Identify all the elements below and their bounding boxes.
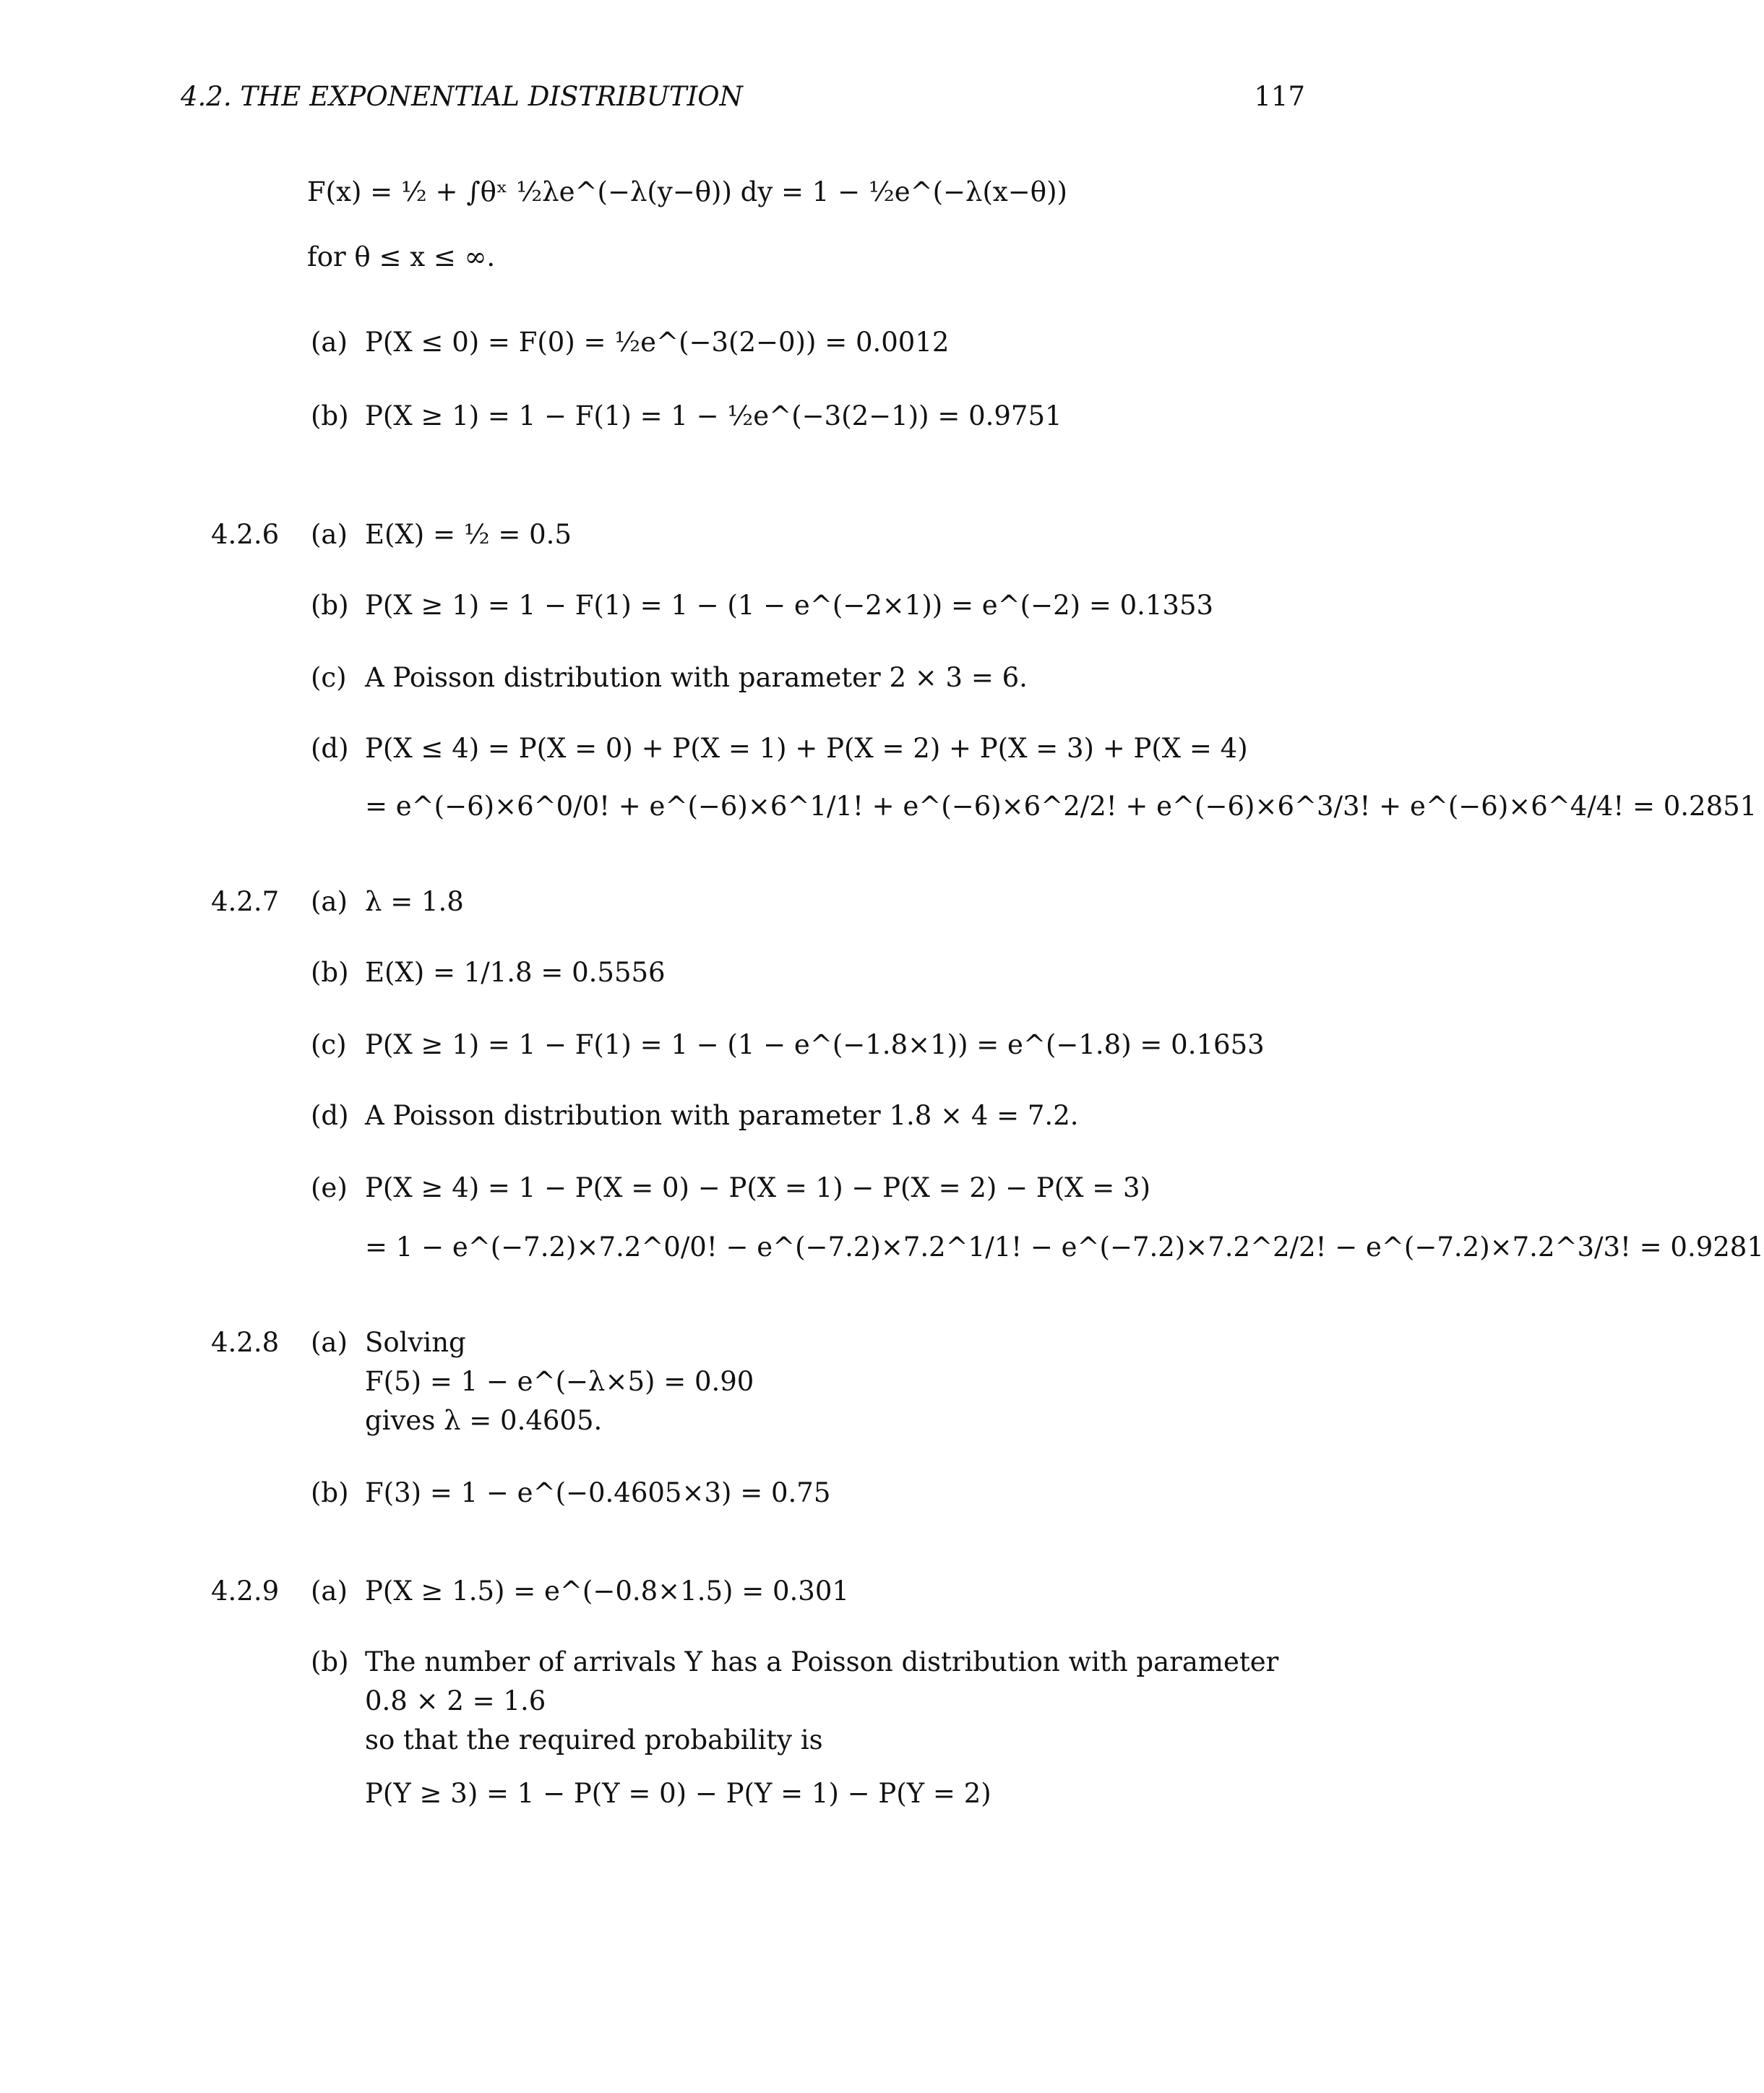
part-label: (c) [311,662,347,693]
part-label: (a) [311,1327,348,1358]
part-text: P(X ≥ 1) = 1 − F(1) = 1 − (1 − e^(−1.8×1)) = e^(−1.8) = 0.1653 [365,1029,1265,1060]
part-text: A Poisson distribution with parameter 1.8 × 4 = 7.2. [365,1100,1079,1131]
part-label: (b) [311,957,349,988]
problem-number: 4.2.6 [211,519,280,550]
part-label: (b) [311,1646,349,1677]
part-label: (b) [311,400,349,431]
part-text: P(X ≤ 0) = F(0) = ½e^(−3(2−0)) = 0.0012 [365,327,950,358]
part-continuation: = e^(−6)×6^0/0! + e^(−6)×6^1/1! + e^(−6)×6^2/2! + e^(−6)×6^3/3! + e^(−6)×6^4/4! = 0.2851 [365,791,1757,822]
running-header: 4.2. THE EXPONENTIAL DISTRIBUTION [181,81,743,112]
part-text-line3: gives λ = 0.4605. [365,1405,603,1436]
part-text: λ = 1.8 [365,886,464,917]
problem-number: 4.2.9 [211,1576,280,1607]
part-text: P(X ≤ 4) = P(X = 0) + P(X = 1) + P(X = 2) + P(X = 3) + P(X = 4) [365,733,1248,764]
part-label: (a) [311,519,348,550]
part-label: (d) [311,1100,349,1131]
page-number: 117 [1254,81,1305,112]
part-text: P(X ≥ 1.5) = e^(−0.8×1.5) = 0.301 [365,1576,849,1607]
cdf-formula: F(x) = ½ + ∫θˣ ½λe^(−λ(y−θ)) dy = 1 − ½e^(−λ(x−θ)) [307,176,1067,207]
part-text-line2: F(5) = 1 − e^(−λ×5) = 0.90 [365,1366,754,1397]
part-label: (b) [311,1477,349,1508]
part-label: (a) [311,1576,348,1607]
part-text: P(X ≥ 1) = 1 − F(1) = 1 − ½e^(−3(2−1)) = 0.9751 [365,400,1062,431]
part-text: P(X ≥ 4) = 1 − P(X = 0) − P(X = 1) − P(X = 2) − P(X = 3) [365,1172,1151,1203]
part-continuation: = 1 − e^(−7.2)×7.2^0/0! − e^(−7.2)×7.2^1/1! − e^(−7.2)×7.2^2/2! − e^(−7.2)×7.2^3/3! = 0.9281 [365,1232,1764,1263]
part-text: E(X) = 1/1.8 = 0.5556 [365,957,666,988]
part-label: (a) [311,327,348,358]
part-label: (c) [311,1029,347,1060]
cdf-domain: for θ ≤ x ≤ ∞. [307,241,496,272]
part-text: Solving [365,1327,466,1358]
problem-number: 4.2.7 [211,886,280,917]
part-text: F(3) = 1 − e^(−0.4605×3) = 0.75 [365,1477,831,1508]
part-text: P(X ≥ 1) = 1 − F(1) = 1 − (1 − e^(−2×1)) = e^(−2) = 0.1353 [365,590,1214,621]
part-label: (e) [311,1172,348,1203]
part-label: (a) [311,886,348,917]
part-text: A Poisson distribution with parameter 2 × 3 = 6. [365,662,1028,693]
part-label: (b) [311,590,349,621]
problem-number: 4.2.8 [211,1327,280,1358]
part-text-line3: so that the required probability is [365,1724,823,1755]
part-text-line4: P(Y ≥ 3) = 1 − P(Y = 0) − P(Y = 1) − P(Y = 2) [365,1778,991,1809]
part-label: (d) [311,733,349,764]
part-text: The number of arrivals Y has a Poisson distribution with parameter [365,1646,1279,1677]
part-text-line2: 0.8 × 2 = 1.6 [365,1685,546,1716]
part-text: E(X) = ½ = 0.5 [365,519,572,550]
